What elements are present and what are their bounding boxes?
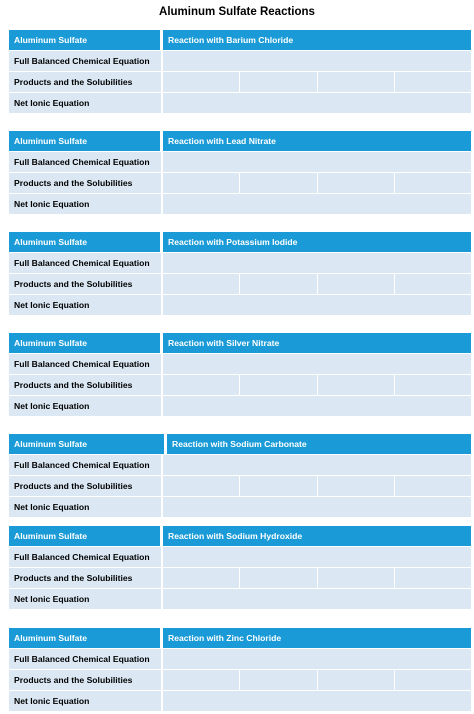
product-answer-cell[interactable] bbox=[239, 173, 316, 193]
products-row-label: Products and the Solubilities bbox=[9, 568, 161, 588]
table-header-row bbox=[9, 333, 471, 353]
products-row bbox=[9, 72, 471, 92]
table-header-row bbox=[9, 526, 471, 546]
products-row bbox=[9, 375, 471, 395]
reaction-title: Reaction with Silver Nitrate bbox=[163, 333, 471, 353]
net-ionic-row-answer[interactable] bbox=[163, 93, 471, 113]
reaction-table bbox=[9, 526, 471, 610]
net-ionic-row bbox=[9, 589, 471, 609]
product-answer-cell[interactable] bbox=[394, 568, 471, 588]
net-ionic-row-label: Net Ionic Equation bbox=[9, 93, 161, 113]
net-ionic-row-answer[interactable] bbox=[163, 497, 471, 517]
product-answer-cell[interactable] bbox=[163, 72, 239, 92]
full-equation-row bbox=[9, 455, 471, 475]
product-answer-cell[interactable] bbox=[317, 476, 394, 496]
full-equation-row-answer[interactable] bbox=[163, 152, 471, 172]
net-ionic-row bbox=[9, 295, 471, 315]
reactant-label: Aluminum Sulfate bbox=[9, 333, 161, 353]
products-row bbox=[9, 568, 471, 588]
net-ionic-row-answer[interactable] bbox=[163, 194, 471, 214]
products-row bbox=[9, 173, 471, 193]
product-answer-cell[interactable] bbox=[317, 173, 394, 193]
full-equation-row-answer[interactable] bbox=[163, 547, 471, 567]
product-answer-cell[interactable] bbox=[394, 72, 471, 92]
products-answer-group bbox=[163, 568, 471, 588]
reaction-table bbox=[9, 30, 471, 114]
products-answer-group bbox=[163, 173, 471, 193]
products-answer-group bbox=[163, 72, 471, 92]
full-equation-row-label: Full Balanced Chemical Equation bbox=[9, 152, 161, 172]
product-answer-cell[interactable] bbox=[239, 476, 316, 496]
net-ionic-row bbox=[9, 691, 471, 711]
product-answer-cell[interactable] bbox=[394, 375, 471, 395]
reactant-label: Aluminum Sulfate bbox=[9, 232, 161, 252]
reaction-table bbox=[9, 232, 471, 316]
product-answer-cell[interactable] bbox=[163, 476, 239, 496]
full-equation-row-answer[interactable] bbox=[163, 51, 471, 71]
reaction-table bbox=[9, 434, 471, 518]
products-row-label: Products and the Solubilities bbox=[9, 72, 161, 92]
net-ionic-row-label: Net Ionic Equation bbox=[9, 497, 161, 517]
table-header-row bbox=[9, 30, 471, 50]
net-ionic-row-answer[interactable] bbox=[163, 396, 471, 416]
product-answer-cell[interactable] bbox=[163, 173, 239, 193]
full-equation-row-answer[interactable] bbox=[163, 354, 471, 374]
table-header-row bbox=[9, 131, 471, 151]
product-answer-cell[interactable] bbox=[394, 274, 471, 294]
full-equation-row-label: Full Balanced Chemical Equation bbox=[9, 547, 161, 567]
products-row bbox=[9, 476, 471, 496]
net-ionic-row-label: Net Ionic Equation bbox=[9, 691, 161, 711]
products-row bbox=[9, 670, 471, 690]
net-ionic-row-label: Net Ionic Equation bbox=[9, 194, 161, 214]
net-ionic-row-answer[interactable] bbox=[163, 295, 471, 315]
page-title: Aluminum Sulfate Reactions bbox=[159, 6, 315, 18]
product-answer-cell[interactable] bbox=[239, 670, 316, 690]
product-answer-cell[interactable] bbox=[163, 568, 239, 588]
products-row-label: Products and the Solubilities bbox=[9, 173, 161, 193]
net-ionic-row bbox=[9, 497, 471, 517]
full-equation-row bbox=[9, 51, 471, 71]
full-equation-row-label: Full Balanced Chemical Equation bbox=[9, 51, 161, 71]
full-equation-row-answer[interactable] bbox=[163, 253, 471, 273]
products-answer-group bbox=[163, 670, 471, 690]
product-answer-cell[interactable] bbox=[394, 476, 471, 496]
full-equation-row-answer[interactable] bbox=[163, 455, 471, 475]
net-ionic-row-answer[interactable] bbox=[163, 691, 471, 711]
reaction-table bbox=[9, 333, 471, 417]
net-ionic-row-label: Net Ionic Equation bbox=[9, 295, 161, 315]
products-answer-group bbox=[163, 476, 471, 496]
reaction-title: Reaction with Zinc Chloride bbox=[163, 628, 471, 648]
reaction-table bbox=[9, 131, 471, 215]
reaction-title: Reaction with Sodium Carbonate bbox=[167, 434, 471, 454]
reactant-label: Aluminum Sulfate bbox=[9, 30, 161, 50]
full-equation-row bbox=[9, 354, 471, 374]
product-answer-cell[interactable] bbox=[239, 72, 316, 92]
product-answer-cell[interactable] bbox=[163, 670, 239, 690]
net-ionic-row bbox=[9, 194, 471, 214]
full-equation-row bbox=[9, 253, 471, 273]
full-equation-row-answer[interactable] bbox=[163, 649, 471, 669]
products-answer-group bbox=[163, 274, 471, 294]
full-equation-row bbox=[9, 152, 471, 172]
reaction-table bbox=[9, 628, 471, 712]
reactant-label: Aluminum Sulfate bbox=[9, 526, 161, 546]
products-row bbox=[9, 274, 471, 294]
product-answer-cell[interactable] bbox=[317, 670, 394, 690]
reaction-title: Reaction with Potassium Iodide bbox=[163, 232, 471, 252]
table-header-row bbox=[9, 628, 471, 648]
reaction-title: Reaction with Sodium Hydroxide bbox=[163, 526, 471, 546]
product-answer-cell[interactable] bbox=[394, 173, 471, 193]
reaction-title: Reaction with Barium Chloride bbox=[163, 30, 471, 50]
product-answer-cell[interactable] bbox=[239, 375, 316, 395]
net-ionic-row bbox=[9, 396, 471, 416]
reactant-label: Aluminum Sulfate bbox=[9, 131, 161, 151]
full-equation-row-label: Full Balanced Chemical Equation bbox=[9, 354, 161, 374]
products-answer-group bbox=[163, 375, 471, 395]
net-ionic-row-answer[interactable] bbox=[163, 589, 471, 609]
full-equation-row-label: Full Balanced Chemical Equation bbox=[9, 455, 161, 475]
full-equation-row bbox=[9, 547, 471, 567]
product-answer-cell[interactable] bbox=[163, 375, 239, 395]
product-answer-cell[interactable] bbox=[239, 568, 316, 588]
products-row-label: Products and the Solubilities bbox=[9, 375, 161, 395]
full-equation-row-label: Full Balanced Chemical Equation bbox=[9, 649, 161, 669]
table-header-row bbox=[9, 232, 471, 252]
reactant-label: Aluminum Sulfate bbox=[9, 434, 165, 454]
table-header-row bbox=[9, 434, 471, 454]
product-answer-cell[interactable] bbox=[239, 274, 316, 294]
full-equation-row-label: Full Balanced Chemical Equation bbox=[9, 253, 161, 273]
products-row-label: Products and the Solubilities bbox=[9, 274, 161, 294]
net-ionic-row bbox=[9, 93, 471, 113]
net-ionic-row-label: Net Ionic Equation bbox=[9, 589, 161, 609]
product-answer-cell[interactable] bbox=[317, 274, 394, 294]
product-answer-cell[interactable] bbox=[317, 375, 394, 395]
product-answer-cell[interactable] bbox=[163, 274, 239, 294]
full-equation-row bbox=[9, 649, 471, 669]
products-row-label: Products and the Solubilities bbox=[9, 670, 161, 690]
product-answer-cell[interactable] bbox=[317, 568, 394, 588]
reactant-label: Aluminum Sulfate bbox=[9, 628, 161, 648]
product-answer-cell[interactable] bbox=[394, 670, 471, 690]
net-ionic-row-label: Net Ionic Equation bbox=[9, 396, 161, 416]
product-answer-cell[interactable] bbox=[317, 72, 394, 92]
products-row-label: Products and the Solubilities bbox=[9, 476, 161, 496]
reaction-title: Reaction with Lead Nitrate bbox=[163, 131, 471, 151]
